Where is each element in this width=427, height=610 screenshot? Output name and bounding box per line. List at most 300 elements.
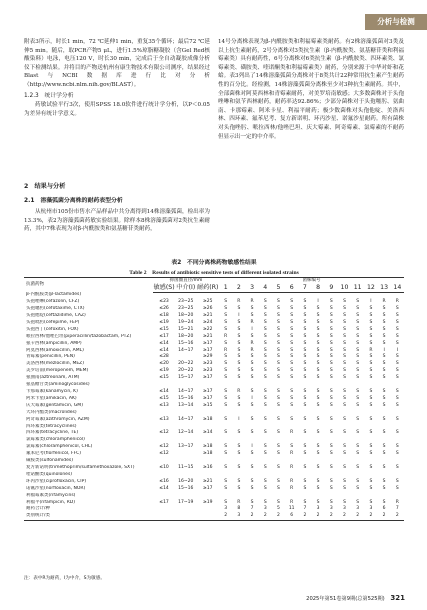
drug-name: 阿米卡星(amikacin, AK) [26, 395, 77, 401]
result-cell [338, 472, 351, 479]
breakpoint-cell: ≤16 [159, 478, 169, 484]
drug-name: 庆大霉素(gentamicin, GM) [26, 402, 83, 408]
result-cell: S [343, 485, 346, 491]
breakpoint-cell: ≥21 [202, 333, 213, 339]
drug-name: 头孢吡肟(cefepime, FEP) [26, 319, 80, 325]
result-cell: S [369, 375, 373, 381]
breakpoint-cell: ≥23 [202, 368, 213, 374]
result-cell: S [343, 451, 346, 457]
table-row [24, 389, 404, 396]
breakpoint-cell: ≥17 [202, 395, 213, 401]
result-cell: 2 [311, 513, 324, 520]
result-cell [325, 458, 338, 465]
drug-name: 头孢他啶(ceftazidime, CAZ) [26, 313, 86, 319]
result-cell: S [343, 402, 346, 408]
breakpoint-cell: 23~25 [178, 299, 194, 305]
result-cell: S [237, 319, 241, 325]
drug-name: 卡那霉素(kanamycin, K) [26, 389, 78, 394]
subheader-isolate: 11 [351, 285, 364, 292]
section-tag: 分析与检测 [365, 14, 427, 30]
result-cell [351, 472, 364, 479]
result-cell [338, 493, 351, 500]
subheader-isolate: 2 [232, 285, 245, 292]
result-cell: S [329, 430, 333, 436]
result-cell: S [303, 416, 307, 422]
table-row [24, 403, 404, 410]
section-heading-results: 2 结果与分析 [24, 183, 66, 190]
result-cell: S [277, 375, 280, 381]
result-cell: S [369, 368, 373, 374]
result-cell: S [395, 485, 399, 491]
result-cell: S [250, 368, 254, 374]
result-cell: S [369, 444, 373, 450]
drug-name: 环丙沙星(ciprofloxacin, CIP) [26, 478, 87, 484]
result-cell: 2 [338, 513, 351, 520]
result-cell: S [395, 340, 399, 346]
result-cell: S [395, 389, 399, 394]
result-cell: S [237, 326, 241, 332]
result-cell: S [356, 319, 360, 325]
breakpoint-cell: 15~16 [178, 340, 194, 346]
result-cell: S [303, 347, 307, 353]
breakpoint-cell: ≥15 [202, 402, 213, 408]
breakpoint-cell: ≥18 [202, 416, 213, 422]
breakpoint-cell [196, 506, 219, 513]
result-cell [259, 410, 272, 417]
table-row [24, 313, 404, 320]
result-cell: S [356, 444, 360, 450]
result-cell: S [237, 464, 241, 470]
results-paragraph: 从杭州市105份市售水产品样品中共分离得到14株溶藻弧菌，检出率为13.3%，表2为溶藻弧菌药敏实验结果。除样本8株溶藻弧菌对2类抗生素耐药，其中7株表现为对β-内酰胺类和氨基糖苷类耐药， [24, 209, 210, 233]
result-cell [364, 410, 377, 417]
table-row [24, 320, 404, 327]
result-cell: S [250, 375, 254, 381]
result-cell: S [290, 402, 294, 408]
subheader-isolate: 8 [311, 285, 324, 292]
result-cell: S [250, 333, 254, 339]
result-cell: S [303, 326, 307, 332]
result-cell: S [382, 368, 386, 374]
result-cell: R [250, 340, 254, 346]
result-cell [245, 458, 258, 465]
method-paragraph: 附表3所示，时长1 min，72 ℃延伸1 min，重复35个循环；最后72 ℃延伸5 min。随后，取PCR产物5 μL，进行1.5%琼脂糖凝胶（含Gel Red核酸染料）电泳，电压120 V，时长30 min，完成后于全自动凝胶成像分析仪下检测结果。并将目的产物送杭州有康生物技术有限公司测序，结果经过Blast与NCBI数据库进行比对分析（http://www.ncbi.nlm.nih.gov/BLAST）。 [24, 39, 210, 88]
result-cell: S [329, 451, 333, 457]
breakpoint-cell: 18~20 [178, 313, 194, 319]
result-cell: S [303, 430, 307, 436]
drug-name: 美洛西林(mezlocillin, MEZ) [26, 361, 85, 367]
result-cell: S [329, 395, 333, 401]
table-row [24, 430, 404, 437]
table-row [24, 493, 404, 500]
drug-name: 阿奇霉素(azithromycin, AZM) [26, 416, 90, 422]
result-cell: S [303, 340, 307, 346]
breakpoint-cell: ≥17 [202, 347, 213, 353]
result-cell: I [238, 416, 240, 422]
result-cell: S [290, 299, 294, 305]
result-cell: R [250, 299, 254, 305]
breakpoint-cell: ≤15 [159, 395, 169, 401]
result-cell: S [329, 368, 333, 374]
result-cell: S [277, 354, 280, 360]
table-row [24, 424, 404, 431]
breakpoint-cell [196, 493, 219, 500]
result-cell: R [290, 499, 294, 505]
result-cell [298, 410, 311, 417]
result-cell [285, 458, 298, 465]
result-cell [272, 410, 285, 417]
result-cell: S [250, 430, 254, 436]
breakpoint-cell: 14~17 [178, 389, 194, 394]
result-cell: S [224, 368, 228, 374]
result-cell [364, 493, 377, 500]
result-cell: S [356, 485, 360, 491]
subheader-isolate: 4 [259, 285, 272, 292]
result-cell: S [316, 430, 320, 436]
result-cell: S [316, 326, 320, 332]
result-cell: S [329, 306, 333, 312]
result-cell: S [263, 319, 267, 325]
table-row [24, 361, 404, 368]
result-cell: S [343, 306, 346, 312]
table-row [24, 299, 404, 306]
breakpoint-cell: ≤23 [159, 299, 169, 305]
result-cell: S [329, 389, 333, 394]
result-cell: S [329, 313, 333, 319]
breakpoint-cell: ≤19 [159, 319, 169, 325]
result-cell: 6 [285, 513, 298, 520]
result-cell [219, 493, 232, 500]
subheader-isolate: 12 [364, 285, 377, 292]
result-cell: S [356, 430, 360, 436]
result-cell: S [382, 444, 386, 450]
result-cell: S [382, 395, 386, 401]
result-cell: S [290, 395, 294, 401]
result-cell: S [277, 361, 280, 367]
result-cell: S [343, 333, 346, 339]
table-row [24, 451, 404, 458]
breakpoint-cell [153, 472, 175, 479]
breakpoint-cell: ≤15 [159, 326, 169, 332]
result-cell: R [290, 478, 294, 484]
result-cell: R [224, 347, 228, 353]
subheader-isolate: 14 [391, 285, 404, 292]
result-cell: S [290, 347, 294, 353]
result-cell: S [303, 499, 307, 505]
result-cell [219, 410, 232, 417]
result-cell [311, 382, 324, 389]
result-cell: S [356, 354, 360, 360]
result-cell: S [395, 313, 399, 319]
result-cell: S [395, 333, 399, 339]
result-cell: S [382, 402, 386, 408]
result-cell: S [369, 478, 373, 484]
result-cell: S [356, 326, 360, 332]
result-cell: S [263, 306, 267, 312]
table-body [24, 292, 404, 520]
result-cell: S [343, 354, 346, 360]
result-cell: S [277, 368, 280, 374]
table-row [24, 500, 404, 507]
result-cell: S [250, 402, 254, 408]
subheading-resistance: 2.1 溶藻弧菌分离株的耐药表型分析 [24, 197, 123, 204]
result-cell: S [277, 416, 280, 422]
result-cell: S [316, 354, 320, 360]
result-cell: S [250, 478, 254, 484]
result-cell: S [369, 340, 373, 346]
result-cell: S [329, 485, 333, 491]
result-cell: S [277, 499, 280, 505]
result-cell: S [290, 444, 294, 450]
result-cell: R [237, 299, 241, 305]
result-cell: S [395, 395, 399, 401]
result-cell: S [263, 326, 267, 332]
breakpoint-cell: ≥18 [202, 451, 213, 457]
result-cell: S [395, 478, 399, 484]
result-cell: S [356, 464, 360, 470]
result-cell: 3 [224, 506, 228, 512]
breakpoint-cell [196, 458, 219, 465]
breakpoint-cell [196, 382, 219, 389]
result-cell: S [316, 368, 320, 374]
result-cell: S [277, 319, 280, 325]
breakpoint-cell: ≥18 [202, 444, 213, 450]
drug-name: 氟苯尼考(florfenicol, FFC) [26, 451, 82, 457]
breakpoint-cell: ≤14 [159, 340, 169, 346]
result-cell: S [316, 361, 320, 367]
result-cell: 2 [298, 513, 311, 520]
result-cell: S [395, 361, 399, 367]
drug-name: 氨曲南(aztreonam, ATM) [26, 375, 80, 381]
breakpoint-cell: ≥17 [202, 340, 213, 346]
result-cell: S [290, 354, 294, 360]
result-cell: S [224, 464, 228, 470]
result-cell: S [250, 416, 254, 422]
result-cell: S [329, 444, 333, 450]
subheader-isolate: 3 [245, 285, 258, 292]
result-cell: S [250, 389, 254, 394]
result-cell: S [356, 313, 360, 319]
table-row [24, 444, 404, 451]
result-cell: S [382, 478, 386, 484]
result-cell [338, 382, 351, 389]
result-cell: S [250, 361, 254, 367]
table-row [24, 292, 404, 299]
result-cell: S [303, 478, 307, 484]
result-cell: 3 [329, 506, 333, 512]
result-cell: S [277, 478, 280, 484]
breakpoint-cell: 13~17 [178, 444, 194, 450]
result-cell [232, 382, 245, 389]
result-cell: R [382, 299, 386, 305]
result-cell: S [382, 416, 386, 422]
result-cell [391, 458, 404, 465]
result-cell: S [382, 375, 386, 381]
result-cell: S [316, 451, 320, 457]
result-cell: S [237, 395, 241, 401]
result-cell: S [382, 430, 386, 436]
table-note: 注：表中R为耐药，I为中介，S为敏感。 [24, 576, 105, 581]
result-cell: S [382, 306, 386, 312]
result-cell [364, 472, 377, 479]
result-cell: S [382, 451, 386, 457]
result-cell: S [277, 464, 280, 470]
subheader-isolate: 7 [298, 285, 311, 292]
result-cell: S [356, 299, 360, 305]
result-cell [364, 382, 377, 389]
result-cell: S [369, 333, 373, 339]
result-cell: S [343, 395, 346, 401]
result-cell [232, 458, 245, 465]
result-cell: S [224, 389, 228, 394]
result-cell: S [224, 361, 228, 367]
result-cell [219, 472, 232, 479]
result-cell [232, 472, 245, 479]
breakpoint-cell [196, 410, 219, 417]
result-cell: I [370, 299, 372, 305]
result-cell: S [356, 333, 360, 339]
subheader-isolate: 5 [272, 285, 285, 292]
left-column [24, 38, 210, 118]
result-cell: S [316, 402, 320, 408]
header-isolate: 菌株编号 [219, 278, 404, 285]
result-cell: S [237, 375, 241, 381]
result-cell: S [356, 478, 360, 484]
result-cell [351, 458, 364, 465]
result-cell: I [251, 444, 253, 450]
result-cell: S [277, 326, 280, 332]
result-cell [311, 493, 324, 500]
result-cell: S [329, 333, 333, 339]
result-cell: 2 [378, 513, 391, 520]
breakpoint-cell: 23~25 [178, 306, 194, 312]
result-cell: 3 [343, 506, 346, 512]
result-cell: I [383, 347, 385, 353]
breakpoint-cell: ≤13 [159, 402, 169, 408]
result-cell: S [395, 319, 399, 325]
breakpoint-cell: 14~17 [178, 347, 194, 353]
result-cell: S [303, 451, 307, 457]
breakpoint-cell [196, 472, 219, 479]
result-cell: S [263, 478, 267, 484]
result-cell: I [238, 313, 240, 319]
result-cell [272, 382, 285, 389]
result-cell [338, 458, 351, 465]
breakpoint-cell [175, 472, 196, 479]
result-cell [351, 493, 364, 500]
result-cell: S [290, 313, 294, 319]
breakpoint-cell: ≥21 [202, 313, 213, 319]
result-cell [285, 410, 298, 417]
header-breakpoint: 抑菌圈直径/mm [153, 278, 219, 285]
result-cell: I [317, 299, 319, 305]
breakpoint-cell: ≤15 [159, 375, 169, 381]
result-cell: S [343, 313, 346, 319]
breakpoint-cell: ≥23 [202, 361, 213, 367]
breakpoint-cell [153, 382, 175, 389]
result-cell [338, 410, 351, 417]
result-cell: S [343, 326, 346, 332]
result-cell: S [329, 326, 333, 332]
table-row [24, 327, 404, 334]
result-cell: S [224, 340, 228, 346]
result-cell: S [224, 319, 228, 325]
result-cell: S [343, 478, 346, 484]
result-cell: R [237, 389, 241, 394]
drug-name: 磺胺类(sulfonamides) [26, 458, 74, 464]
result-cell: S [303, 299, 307, 305]
result-cell: S [382, 319, 386, 325]
drug-name: 氨苄西林(ampicillin, AMP) [26, 340, 82, 346]
breakpoint-cell [175, 493, 196, 500]
subheading-statistics: 1.2.3 统计学分析 [24, 92, 74, 99]
result-cell: 2 [364, 513, 377, 520]
result-cell: S [263, 347, 267, 353]
drug-name: 耐药合计/种 [26, 506, 51, 512]
result-cell: S [277, 340, 280, 346]
result-cell: S [316, 499, 320, 505]
result-cell: S [316, 416, 320, 422]
result-cell [219, 382, 232, 389]
result-cell: S [263, 313, 267, 319]
result-cell: S [369, 464, 373, 470]
result-cell: 2 [351, 513, 364, 520]
result-cell: S [303, 333, 307, 339]
result-cell [245, 382, 258, 389]
table-row [24, 465, 404, 472]
result-cell: S [329, 375, 333, 381]
result-cell: 7 [250, 506, 254, 512]
breakpoint-cell: ≤14 [159, 389, 169, 394]
table-row [24, 354, 404, 361]
breakpoint-cell [153, 506, 175, 513]
table-row [24, 513, 404, 520]
result-cell: S [382, 354, 386, 360]
sensitivity-table [24, 277, 404, 521]
breakpoint-cell: ≤10 [159, 464, 169, 470]
result-cell: S [303, 444, 307, 450]
breakpoint-cell: ≤17 [159, 499, 169, 505]
breakpoint-cell: ≥29 [202, 354, 213, 360]
result-cell: S [395, 402, 399, 408]
result-cell: I [251, 326, 253, 332]
result-cell: 3 [316, 506, 320, 512]
table-row [24, 410, 404, 417]
result-cell: 8 [237, 506, 241, 512]
result-cell: S [250, 306, 254, 312]
table-row [24, 368, 404, 375]
result-cell: S [329, 299, 333, 305]
result-cell: S [277, 402, 280, 408]
result-cell: 5 [277, 506, 280, 512]
result-cell [311, 472, 324, 479]
result-cell: S [303, 395, 307, 401]
result-cell [259, 493, 272, 500]
result-cell [391, 493, 404, 500]
result-cell: S [382, 485, 386, 491]
result-cell: S [250, 485, 254, 491]
result-cell: S [382, 464, 386, 470]
breakpoint-cell: ≤14 [159, 347, 169, 353]
breakpoint-cell: 20~22 [178, 368, 194, 374]
breakpoint-cell: ≤26 [159, 306, 169, 312]
result-cell: S [369, 499, 373, 505]
result-cell: S [329, 319, 333, 325]
result-cell: S [290, 340, 294, 346]
result-cell [378, 493, 391, 500]
result-cell: S [382, 389, 386, 394]
result-cell [378, 458, 391, 465]
breakpoint-cell: ≤20 [159, 361, 169, 367]
